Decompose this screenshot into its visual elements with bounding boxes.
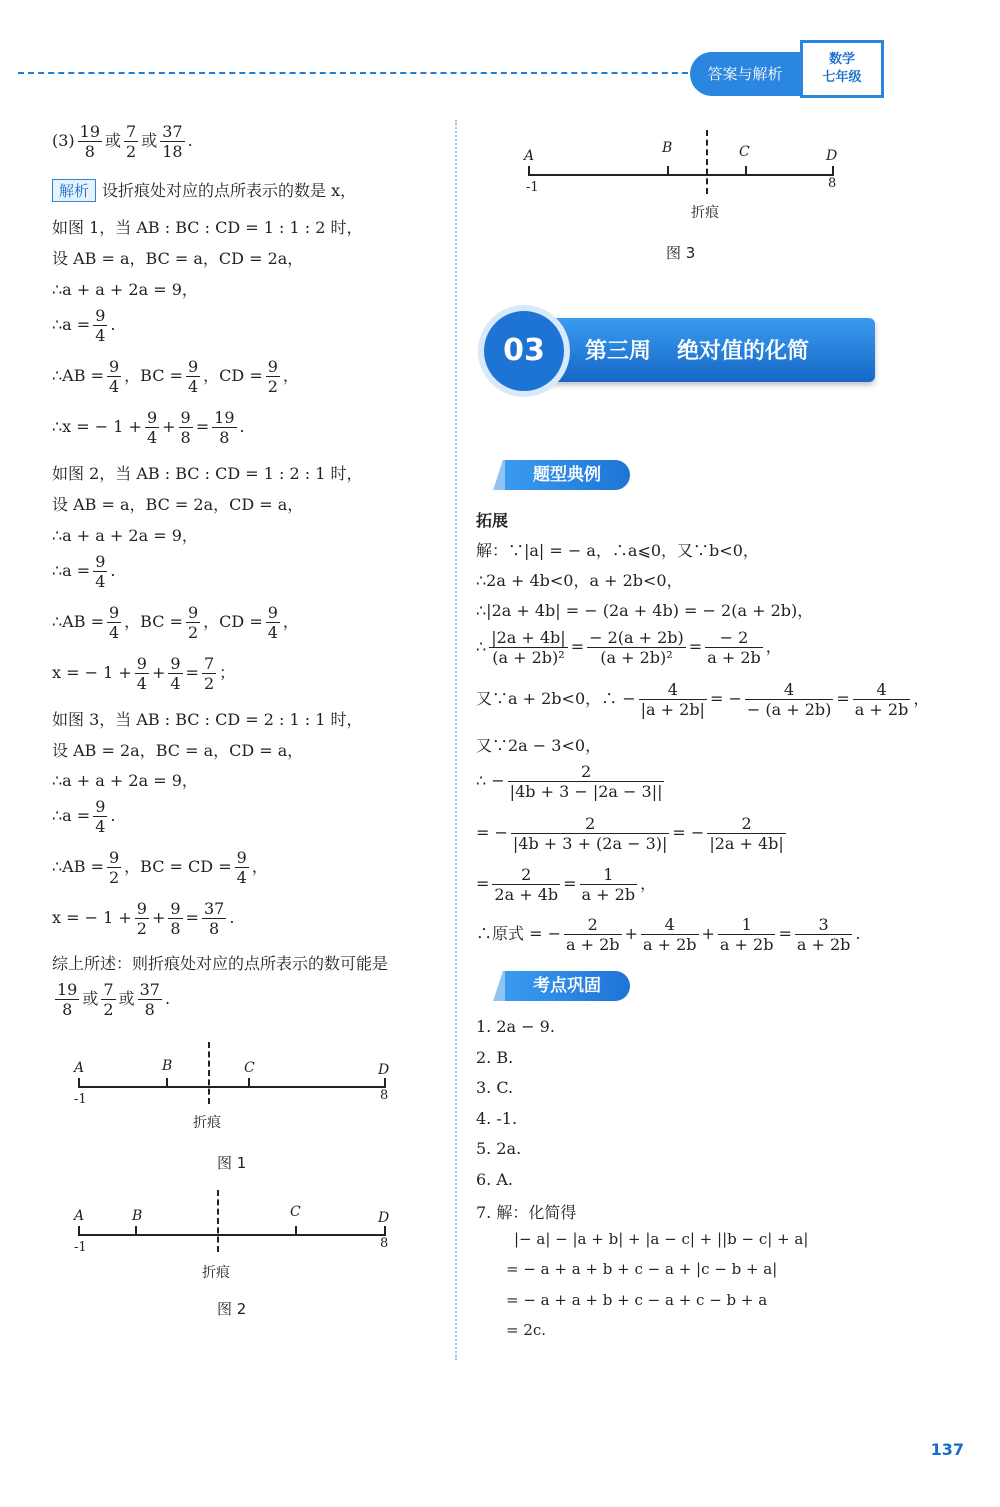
case3-intro: 如图 3，当 AB : BC : CD = 2 : 1 : 1 时， — [52, 710, 363, 729]
case3-segments: ∴AB = $\frac{9}{2}$ ，BC = CD = $\frac{9}{4}$ ， — [52, 848, 268, 887]
figure1-caption: 图 1 — [217, 1154, 247, 1172]
solution-line-3: ∴|2a + 4b| = − (2a + 4b) = − 2(a + 2b)， — [476, 601, 814, 620]
q7-line-3: = − a + a + b + c − a + c − b + a — [506, 1291, 768, 1309]
case1-a: ∴a = $\frac{9}{4}$ . — [52, 306, 116, 345]
case2-x: x = − 1 + $\frac{9}{4}$ + $\frac{9}{4}$ = $\frac{7}{2}$ ； — [52, 654, 236, 693]
header-tab: 答案与解析 — [690, 52, 800, 96]
column-divider — [455, 120, 457, 1360]
figure3-caption: 图 3 — [666, 244, 696, 262]
case2-set: 设 AB = a，BC = 2a，CD = a， — [52, 495, 304, 514]
sub-banner-examples: 题型典例 — [505, 460, 630, 490]
solution-line-5: 又∵a + 2b<0，∴ − $\frac{4}{|a + 2b|}$ = − $\frac{4}{- (a + 2b)}$ = $\frac{4}{a + 2b}$ ， — [476, 680, 930, 719]
case3-eq: ∴a + a + 2a = 9， — [52, 771, 198, 790]
header-divider — [18, 72, 698, 74]
item-number: (3) — [52, 131, 75, 150]
answer-4: 4. -1. — [476, 1109, 518, 1128]
fraction: $\frac{19}{8}$ — [79, 122, 101, 161]
number-line-fig3: A B C D -1 8 折痕 — [528, 128, 838, 223]
case1-segments: ∴AB = $\frac{9}{4}$ ，BC = $\frac{9}{4}$ ，CD = $\frac{9}{2}$ ， — [52, 357, 299, 396]
solution-line-2: ∴2a + 4b<0，a + 2b<0， — [476, 571, 683, 590]
answer-6: 6. A. — [476, 1170, 513, 1189]
analysis-line: 解析 设折痕处对应的点所表示的数是 x， — [52, 178, 356, 202]
answer-2: 2. B. — [476, 1048, 514, 1067]
fold-label: 折痕 — [193, 1115, 221, 1131]
case1-eq: ∴a + a + 2a = 9， — [52, 280, 198, 299]
case3-set: 设 AB = 2a，BC = a，CD = a， — [52, 741, 304, 760]
extension-title: 拓展 — [476, 511, 509, 530]
answer-5: 5. 2a. — [476, 1139, 522, 1158]
fraction: $\frac{37}{18}$ — [162, 122, 183, 161]
solution-line-8: = − $\frac{2}{|4b + 3 + (2a - 3)|}$ = − $\frac{2}{|2a + 4b|}$ — [476, 814, 784, 853]
grade-label: 七年级 — [822, 70, 862, 85]
q7-line-4: = 2c. — [506, 1321, 547, 1339]
case1-x: ∴x = − 1 + $\frac{9}{4}$ + $\frac{9}{8}$ = $\frac{19}{8}$ . — [52, 408, 245, 447]
case2-segments: ∴AB = $\frac{9}{4}$ ，BC = $\frac{9}{2}$ ，CD = $\frac{9}{4}$ ， — [52, 603, 299, 642]
solution-line-6: 又∵2a − 3<0， — [476, 736, 602, 755]
answer-1: 1. 2a − 9. — [476, 1017, 555, 1036]
case3-a: ∴a = $\frac{9}{4}$ . — [52, 797, 116, 836]
number-line-fig2: A B C D -1 8 折痕 — [78, 1188, 388, 1283]
section-title — [585, 334, 835, 365]
answer-3: 3. C. — [476, 1078, 514, 1097]
fold-label: 折痕 — [202, 1265, 230, 1281]
case3-x: x = − 1 + $\frac{9}{2}$ + $\frac{9}{8}$ = $\frac{37}{8}$ . — [52, 899, 235, 938]
solution-line-7: ∴ − $\frac{2}{|4b + 3 - |2a - 3||}$ — [476, 762, 663, 801]
figure2-caption: 图 2 — [217, 1300, 247, 1318]
case1-intro: 如图 1，当 AB : BC : CD = 1 : 1 : 2 时， — [52, 218, 363, 237]
item3-answer: (3) $\frac{19}{8}$ 或 $\frac{7}{2}$ 或 $\frac{37}{18}$ . — [52, 122, 193, 161]
page-number: 137 — [930, 1440, 964, 1459]
sub-banner-review: 考点巩固 — [505, 971, 630, 1001]
q7-line-1: |− a| − |a + b| + |a − c| + ||b − c| + a| — [514, 1230, 809, 1248]
section-number-badge: 03 — [478, 305, 570, 397]
fold-label: 折痕 — [691, 205, 719, 221]
q7-line-2: = − a + a + b + c − a + |c − b + a| — [506, 1260, 778, 1278]
solution-line-10: ∴原式 = − $\frac{2}{a + 2b}$ + $\frac{4}{a + 2b}$ + $\frac{1}{a + 2b}$ = $\frac{3}{a + 2b}$ . — [476, 915, 861, 954]
answer-7: 7. 解：化简得 — [476, 1203, 577, 1222]
subject-badge — [800, 40, 884, 98]
case1-set: 设 AB = a，BC = a，CD = 2a， — [52, 249, 304, 268]
case2-intro: 如图 2，当 AB : BC : CD = 1 : 2 : 1 时， — [52, 464, 363, 483]
summary-values: $\frac{19}{8}$ 或 $\frac{7}{2}$ 或 $\frac{37}{8}$ . — [57, 980, 171, 1019]
section-topic: 绝对值的化简 — [677, 339, 810, 364]
case2-eq: ∴a + a + 2a = 9， — [52, 526, 198, 545]
number-line-fig1: A B C D -1 8 折痕 — [78, 1040, 388, 1135]
summary: 综上所述：则折痕处对应的点所表示的数可能是 — [52, 954, 389, 973]
section-week: 第三周 — [585, 339, 652, 364]
analysis-tag: 解析 — [52, 179, 96, 202]
fraction: $\frac{7}{2}$ — [126, 122, 137, 161]
case2-a: ∴a = $\frac{9}{4}$ . — [52, 552, 116, 591]
solution-line-4: ∴ $\frac{|2a + 4b|}{\text{(a + 2b)²}}$ = $\frac{- 2(a + 2b)}{\text{(a + 2b)²}}$ = $\frac{- 2}{a + 2b}$ ， — [476, 628, 782, 667]
subject-label: 数学 — [828, 52, 855, 67]
solution-line-1: 解：∵|a| = − a，∴a⩽0，又∵b<0， — [476, 541, 759, 560]
solution-line-9: = $\frac{2}{2a + 4b}$ = $\frac{1}{a + 2b}$ ， — [476, 865, 657, 904]
